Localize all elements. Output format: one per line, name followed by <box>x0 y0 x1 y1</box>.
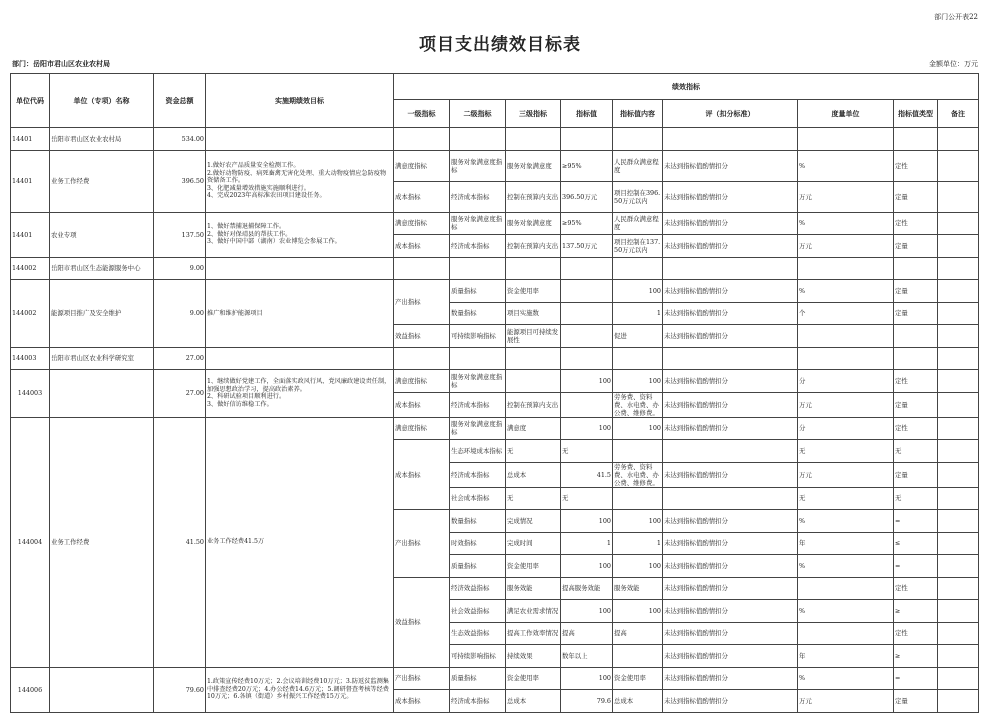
indicator-standard-cell: 未达到指标值酌情扣分 <box>663 370 798 393</box>
indicator-value-cell: 提高服务效能 <box>561 577 613 600</box>
indicator-value-cell <box>561 302 613 325</box>
indicator-note-cell <box>938 150 979 181</box>
indicator-type-cell: = <box>894 510 938 533</box>
indicator-l2-cell: 经济效益指标 <box>450 577 506 600</box>
indicator-l1-cell: 产出指标 <box>394 510 450 578</box>
indicator-value-cell: 1 <box>561 532 613 555</box>
indicator-type-cell: = <box>894 667 938 690</box>
indicator-unit-cell: % <box>798 510 894 533</box>
indicator-note-cell <box>938 555 979 578</box>
indicator-value-cell: 100 <box>561 510 613 533</box>
indicator-unit-cell: 分 <box>798 417 894 440</box>
total-amount-cell: 27.00 <box>154 370 206 418</box>
indicator-note-cell <box>938 280 979 303</box>
indicator-unit-cell: 个 <box>798 302 894 325</box>
indicator-note-cell <box>938 645 979 668</box>
unit-code-cell: 144002 <box>11 280 50 348</box>
indicator-l3-cell <box>506 128 561 151</box>
indicator-note-cell <box>938 600 979 623</box>
indicator-note-cell <box>938 325 979 348</box>
indicator-l2-cell: 质量指标 <box>450 280 506 303</box>
indicator-unit-cell <box>798 577 894 600</box>
indicator-type-cell: ≥ <box>894 645 938 668</box>
indicator-type-cell: ≥ <box>894 600 938 623</box>
indicator-note-cell <box>938 257 979 280</box>
indicator-value-cell: 79.6 <box>561 690 613 713</box>
unit-name-cell: 岳阳市君山区农业农村局 <box>50 128 154 151</box>
indicator-value-cell: 100 <box>561 370 613 393</box>
unit-name-cell <box>50 370 154 418</box>
indicator-unit-cell: % <box>798 600 894 623</box>
indicator-l1-cell: 满意度指标 <box>394 417 450 440</box>
indicator-content-cell: 项目控制在137.50万元以内 <box>613 235 663 258</box>
indicator-type-cell: ≤ <box>894 532 938 555</box>
indicator-standard-cell <box>663 128 798 151</box>
unit-name-cell: 能源项目推广及安全维护 <box>50 280 154 348</box>
indicator-type-cell <box>894 347 938 370</box>
indicator-type-cell: 定量 <box>894 280 938 303</box>
indicator-type-cell <box>894 257 938 280</box>
indicator-type-cell: 定量 <box>894 302 938 325</box>
indicator-value-cell: 100 <box>561 600 613 623</box>
indicator-unit-cell: 万元 <box>798 392 894 417</box>
indicator-unit-cell: 年 <box>798 645 894 668</box>
performance-target-table <box>10 73 979 713</box>
unit-name-cell: 业务工作经费 <box>50 150 154 212</box>
form-number: 部门公开表22 <box>934 13 978 21</box>
total-amount-cell: 79.60 <box>154 667 206 712</box>
indicator-unit-cell <box>798 128 894 151</box>
indicator-l2-cell: 服务对象满意度指标 <box>450 370 506 393</box>
indicator-unit-cell: 万元 <box>798 181 894 212</box>
indicator-standard-cell: 未达到指标值酌情扣分 <box>663 555 798 578</box>
indicator-unit-cell: 万元 <box>798 690 894 713</box>
performance-goals-cell: 1.政策宣传经费10万元；2.会议培训经费10万元；3.防返贫监测集中排查经费20万元；4.办公经费14.6万元；5.调研督查考核等经费10万元；6.各镇（街道）乡村振兴工作经费15万元。 <box>206 667 394 712</box>
indicator-l3-cell: 持续效果 <box>506 645 561 668</box>
indicator-l2-cell: 可持续影响指标 <box>450 645 506 668</box>
indicator-note-cell <box>938 128 979 151</box>
indicator-unit-cell <box>798 622 894 645</box>
indicator-l3-cell: 提高工作效率情况 <box>506 622 561 645</box>
indicator-l2-cell: 经济成本指标 <box>450 235 506 258</box>
indicator-l3-cell: 服务对象满意度 <box>506 150 561 181</box>
indicator-l2-cell: 经济成本指标 <box>450 462 506 487</box>
indicator-standard-cell: 未达到指标值酌情扣分 <box>663 622 798 645</box>
amount-unit-label: 金额单位：万元 <box>929 60 978 68</box>
indicator-l3-cell: 总成本 <box>506 462 561 487</box>
indicator-l1-cell <box>394 128 450 151</box>
indicator-type-cell: 定量 <box>894 690 938 713</box>
indicator-l3-cell: 无 <box>506 487 561 510</box>
header-amount: 资金总额 <box>154 74 206 128</box>
header-note: 备注 <box>938 100 979 128</box>
indicator-content-cell: 提高 <box>613 622 663 645</box>
indicator-l2-cell <box>450 128 506 151</box>
indicator-type-cell: 定量 <box>894 181 938 212</box>
indicator-value-cell: 100 <box>561 417 613 440</box>
indicator-l1-cell: 产出指标 <box>394 280 450 325</box>
page-title: 项目支出绩效目标表 <box>419 35 581 55</box>
indicator-standard-cell: 未达到指标值酌情扣分 <box>663 645 798 668</box>
indicator-content-cell: 劳务费、资料费、水电费、办公费、维修费。 <box>613 392 663 417</box>
header-l3: 三级指标 <box>506 100 561 128</box>
total-amount-cell: 9.00 <box>154 280 206 348</box>
total-amount-cell: 27.00 <box>154 347 206 370</box>
unit-code-cell: 14401 <box>11 150 50 212</box>
header-type: 指标值类型 <box>894 100 938 128</box>
unit-code-cell: 14401 <box>11 128 50 151</box>
indicator-l2-cell: 社会效益指标 <box>450 600 506 623</box>
indicator-l3-cell <box>506 370 561 393</box>
unit-code-cell: 14401 <box>11 212 50 257</box>
table-row <box>11 370 979 393</box>
indicator-value-cell: ≥95% <box>561 150 613 181</box>
indicator-note-cell <box>938 690 979 713</box>
unit-name-cell: 岳阳市君山区农业科学研究室 <box>50 347 154 370</box>
indicator-l3-cell: 完成时间 <box>506 532 561 555</box>
unit-code-cell: 144002 <box>11 257 50 280</box>
indicator-type-cell: 无 <box>894 440 938 463</box>
table-row <box>11 417 979 440</box>
indicator-l3-cell: 资金使用率 <box>506 280 561 303</box>
indicator-l3-cell: 资金使用率 <box>506 667 561 690</box>
total-amount-cell: 534.00 <box>154 128 206 151</box>
indicator-type-cell: 定性 <box>894 622 938 645</box>
indicator-value-cell: 137.50万元 <box>561 235 613 258</box>
header-goals: 实施期绩效目标 <box>206 74 394 128</box>
indicator-l2-cell: 经济成本指标 <box>450 181 506 212</box>
indicator-type-cell: 定性 <box>894 370 938 393</box>
header-content: 指标值内容 <box>613 100 663 128</box>
indicator-note-cell <box>938 462 979 487</box>
indicator-note-cell <box>938 487 979 510</box>
unit-code-cell: 144006 <box>11 667 50 712</box>
indicator-l3-cell: 控制在预算内支出 <box>506 392 561 417</box>
indicator-note-cell <box>938 417 979 440</box>
indicator-unit-cell: 万元 <box>798 462 894 487</box>
header-l2: 二级指标 <box>450 100 506 128</box>
table-row <box>11 280 979 303</box>
indicator-value-cell <box>561 257 613 280</box>
indicator-standard-cell: 未达到指标值酌情扣分 <box>663 212 798 235</box>
indicator-unit-cell: % <box>798 555 894 578</box>
indicator-l3-cell: 服务对象满意度 <box>506 212 561 235</box>
unit-name-cell: 农业专项 <box>50 212 154 257</box>
table-row <box>11 150 979 181</box>
header-name: 单位（专项）名称 <box>50 74 154 128</box>
indicator-unit-cell <box>798 347 894 370</box>
indicator-note-cell <box>938 235 979 258</box>
indicator-content-cell: 1 <box>613 302 663 325</box>
indicator-content-cell: 100 <box>613 417 663 440</box>
header-l1: 一级指标 <box>394 100 450 128</box>
indicator-content-cell: 人民群众满意程度 <box>613 212 663 235</box>
indicator-l3-cell: 总成本 <box>506 690 561 713</box>
indicator-l1-cell: 成本指标 <box>394 440 450 510</box>
table-row <box>11 667 979 690</box>
indicator-content-cell: 100 <box>613 510 663 533</box>
indicator-type-cell: 定量 <box>894 462 938 487</box>
indicator-standard-cell: 未达到指标值酌情扣分 <box>663 302 798 325</box>
indicator-type-cell: 定性 <box>894 150 938 181</box>
indicator-unit-cell <box>798 257 894 280</box>
indicator-content-cell: 资金使用率 <box>613 667 663 690</box>
indicator-unit-cell: % <box>798 212 894 235</box>
indicator-value-cell <box>561 347 613 370</box>
indicator-l1-cell: 成本指标 <box>394 181 450 212</box>
indicator-standard-cell: 未达到指标值酌情扣分 <box>663 462 798 487</box>
indicator-type-cell: 定性 <box>894 577 938 600</box>
indicator-l1-cell: 成本指标 <box>394 690 450 713</box>
indicator-value-cell: 无 <box>561 487 613 510</box>
indicator-standard-cell: 未达到指标值酌情扣分 <box>663 417 798 440</box>
indicator-value-cell: 数年以上 <box>561 645 613 668</box>
table-row <box>11 347 979 370</box>
indicator-standard-cell <box>663 257 798 280</box>
header-unit: 度量单位 <box>798 100 894 128</box>
indicator-note-cell <box>938 532 979 555</box>
indicator-type-cell: 无 <box>894 487 938 510</box>
indicator-content-cell <box>613 487 663 510</box>
indicator-l2-cell: 生态环境成本指标 <box>450 440 506 463</box>
performance-goals-cell <box>206 347 394 370</box>
indicator-l2-cell: 经济成本指标 <box>450 690 506 713</box>
total-amount-cell: 396.50 <box>154 150 206 212</box>
indicator-type-cell: 定性 <box>894 212 938 235</box>
performance-goals-cell: 业务工作经费41.5万 <box>206 417 394 667</box>
indicator-l2-cell: 服务对象满意度指标 <box>450 150 506 181</box>
indicator-standard-cell: 未达到指标值酌情扣分 <box>663 577 798 600</box>
indicator-l3-cell: 控制在预算内支出 <box>506 235 561 258</box>
indicator-l2-cell: 服务对象满意度指标 <box>450 212 506 235</box>
indicator-l3-cell: 满意度 <box>506 417 561 440</box>
indicator-unit-cell: 分 <box>798 370 894 393</box>
indicator-content-cell: 100 <box>613 600 663 623</box>
indicator-content-cell: 人民群众满意程度 <box>613 150 663 181</box>
indicator-l1-cell <box>394 347 450 370</box>
indicator-l1-cell: 满意度指标 <box>394 212 450 235</box>
unit-name-cell: 业务工作经费 <box>50 417 154 667</box>
indicator-standard-cell: 未达到指标值酌情扣分 <box>663 600 798 623</box>
indicator-value-cell <box>561 392 613 417</box>
indicator-l2-cell: 社会成本指标 <box>450 487 506 510</box>
indicator-value-cell <box>561 325 613 348</box>
indicator-standard-cell: 未达到指标值酌情扣分 <box>663 532 798 555</box>
indicator-l2-cell: 经济成本指标 <box>450 392 506 417</box>
indicator-l1-cell: 满意度指标 <box>394 150 450 181</box>
indicator-content-cell <box>613 347 663 370</box>
unit-code-cell: 144003 <box>11 347 50 370</box>
indicator-unit-cell: % <box>798 150 894 181</box>
table-row <box>11 128 979 151</box>
indicator-l3-cell: 满足农业需求情况 <box>506 600 561 623</box>
indicator-standard-cell <box>663 347 798 370</box>
indicator-content-cell: 服务效能 <box>613 577 663 600</box>
unit-code-cell: 144004 <box>11 417 50 667</box>
indicator-l1-cell: 成本指标 <box>394 392 450 417</box>
indicator-value-cell: 41.5 <box>561 462 613 487</box>
indicator-l2-cell: 质量指标 <box>450 555 506 578</box>
indicator-l3-cell: 能源项目可持续发展性 <box>506 325 561 348</box>
indicator-note-cell <box>938 302 979 325</box>
indicator-content-cell: 1 <box>613 532 663 555</box>
indicator-content-cell <box>613 645 663 668</box>
indicator-value-cell: 100 <box>561 667 613 690</box>
indicator-l3-cell: 资金使用率 <box>506 555 561 578</box>
indicator-content-cell: 项目控制在396.50万元以内 <box>613 181 663 212</box>
performance-goals-cell: 1、继续做好党建工作，全面落实政风行风、党风廉政建设责任制，加强思想政治学习，提高政治素养。 2、科研试验项目顺利进行。 3、做好信访维稳工作。 <box>206 370 394 418</box>
indicator-l3-cell: 无 <box>506 440 561 463</box>
indicator-note-cell <box>938 347 979 370</box>
indicator-content-cell: 100 <box>613 370 663 393</box>
indicator-l2-cell: 质量指标 <box>450 667 506 690</box>
header-value: 指标值 <box>561 100 613 128</box>
indicator-unit-cell: 无 <box>798 487 894 510</box>
indicator-l2-cell: 数量指标 <box>450 302 506 325</box>
indicator-l3-cell: 服务效能 <box>506 577 561 600</box>
total-amount-cell: 9.00 <box>154 257 206 280</box>
performance-goals-cell: 1、做好禁捕退捕保障工作。 2、做好对保靖县的帮扶工作。 3、做好中国中部（湖南）农业博览会参展工作。 <box>206 212 394 257</box>
indicator-l2-cell: 时效指标 <box>450 532 506 555</box>
indicator-note-cell <box>938 370 979 393</box>
indicator-l3-cell <box>506 347 561 370</box>
indicator-content-cell <box>613 257 663 280</box>
indicator-l2-cell: 可持续影响指标 <box>450 325 506 348</box>
indicator-value-cell: ≥95% <box>561 212 613 235</box>
indicator-standard-cell: 未达到指标值酌情扣分 <box>663 150 798 181</box>
header-performance-indicators: 绩效指标 <box>394 74 979 100</box>
performance-goals-cell <box>206 257 394 280</box>
unit-name-cell <box>50 667 154 712</box>
performance-goals-cell: 推广和维护能源项目 <box>206 280 394 348</box>
department-label: 部门：岳阳市君山区农业农村局 <box>12 59 110 68</box>
indicator-value-cell <box>561 280 613 303</box>
indicator-note-cell <box>938 212 979 235</box>
indicator-content-cell: 100 <box>613 555 663 578</box>
indicator-standard-cell: 未达到指标值酌情扣分 <box>663 667 798 690</box>
indicator-unit-cell <box>798 325 894 348</box>
indicator-standard-cell: 未达到指标值酌情扣分 <box>663 392 798 417</box>
indicator-l1-cell: 成本指标 <box>394 235 450 258</box>
indicator-l2-cell <box>450 257 506 280</box>
indicator-l1-cell <box>394 257 450 280</box>
indicator-unit-cell: % <box>798 280 894 303</box>
indicator-l1-cell: 效益指标 <box>394 577 450 667</box>
indicator-content-cell: 100 <box>613 280 663 303</box>
indicator-content-cell <box>613 440 663 463</box>
indicator-type-cell: 定性 <box>894 417 938 440</box>
indicator-note-cell <box>938 577 979 600</box>
indicator-standard-cell <box>663 487 798 510</box>
indicator-l2-cell: 数量指标 <box>450 510 506 533</box>
indicator-content-cell: 总成本 <box>613 690 663 713</box>
table-row <box>11 257 979 280</box>
indicator-l3-cell <box>506 257 561 280</box>
indicator-content-cell <box>613 128 663 151</box>
indicator-unit-cell: % <box>798 667 894 690</box>
header-standard: 评（扣分标准） <box>663 100 798 128</box>
indicator-value-cell: 100 <box>561 555 613 578</box>
indicator-standard-cell: 未达到指标值酌情扣分 <box>663 510 798 533</box>
indicator-value-cell: 提高 <box>561 622 613 645</box>
indicator-unit-cell: 无 <box>798 440 894 463</box>
indicator-value-cell: 无 <box>561 440 613 463</box>
indicator-note-cell <box>938 622 979 645</box>
performance-goals-cell <box>206 128 394 151</box>
indicator-unit-cell: 年 <box>798 532 894 555</box>
indicator-note-cell <box>938 510 979 533</box>
indicator-content-cell: 劳务费、资料费、水电费、办公费、维修费。 <box>613 462 663 487</box>
total-amount-cell: 41.50 <box>154 417 206 667</box>
indicator-content-cell: 促进 <box>613 325 663 348</box>
indicator-type-cell: = <box>894 555 938 578</box>
indicator-standard-cell: 未达到指标值酌情扣分 <box>663 235 798 258</box>
indicator-l1-cell: 效益指标 <box>394 325 450 348</box>
table-row <box>11 212 979 235</box>
total-amount-cell: 137.50 <box>154 212 206 257</box>
unit-code-cell: 144003 <box>11 370 50 418</box>
indicator-standard-cell: 未达到指标值酌情扣分 <box>663 690 798 713</box>
indicator-note-cell <box>938 667 979 690</box>
indicator-type-cell <box>894 325 938 348</box>
header-code: 单位代码 <box>11 74 50 128</box>
indicator-standard-cell: 未达到指标值酌情扣分 <box>663 280 798 303</box>
indicator-l2-cell: 服务对象满意度指标 <box>450 417 506 440</box>
unit-name-cell: 岳阳市君山区生态能源服务中心 <box>50 257 154 280</box>
indicator-l3-cell: 项目实施数 <box>506 302 561 325</box>
indicator-type-cell <box>894 128 938 151</box>
indicator-type-cell: 定量 <box>894 392 938 417</box>
indicator-standard-cell: 未达到指标值酌情扣分 <box>663 325 798 348</box>
indicator-note-cell <box>938 440 979 463</box>
indicator-note-cell <box>938 181 979 212</box>
indicator-unit-cell: 万元 <box>798 235 894 258</box>
indicator-l1-cell: 满意度指标 <box>394 370 450 393</box>
indicator-value-cell <box>561 128 613 151</box>
indicator-l3-cell: 完成情况 <box>506 510 561 533</box>
indicator-note-cell <box>938 392 979 417</box>
indicator-l1-cell: 产出指标 <box>394 667 450 690</box>
indicator-l3-cell: 控制在预算内支出 <box>506 181 561 212</box>
indicator-type-cell: 定量 <box>894 235 938 258</box>
indicator-standard-cell: 未达到指标值酌情扣分 <box>663 181 798 212</box>
indicator-l2-cell <box>450 347 506 370</box>
indicator-l2-cell: 生态效益指标 <box>450 622 506 645</box>
indicator-value-cell: 396.50万元 <box>561 181 613 212</box>
indicator-standard-cell <box>663 440 798 463</box>
performance-goals-cell: 1.做好农产品质量安全检测工作。 2.做好动物防疫、病死畜禽无害化处理、重大动物疫情应急防疫物资储备工作。 3、化肥减量增效措施实施顺利进行。 4、完成2023年高标准农田项目建设任务。 <box>206 150 394 212</box>
